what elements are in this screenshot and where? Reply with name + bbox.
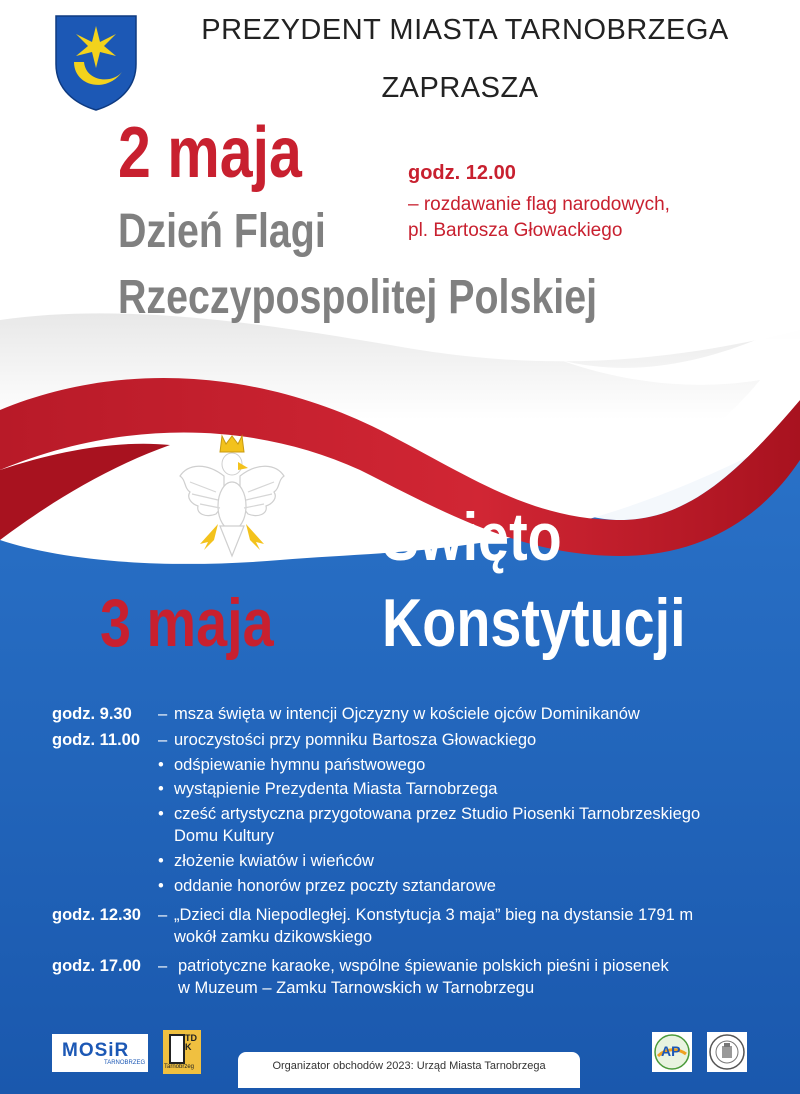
schedule-text-1230-line1: „Dzieci dla Niepodległej. Konstytucja 3 maja” bieg na dystansie 1791 m [174,906,694,924]
schedule-time-1700: godz. 17.00 [52,957,141,975]
schedule-text-1100: uroczystości przy pomniku Bartosza Głowackiego [174,731,537,749]
flag-day-title-line1: Dzień Flagi [118,205,326,258]
schedule-time-930: godz. 9.30 [52,705,132,723]
bullet-icon: • [158,805,164,823]
flag-event-time: godz. 12.00 [408,162,516,184]
may2-date: 2 maja [118,113,302,193]
mosir-logo: MOSiR TARNOBRZEG [52,1034,148,1072]
schedule-bullet-art-line2: Domu Kultury [174,827,274,845]
bullet-icon: • [158,852,164,870]
bullet-icon: • [158,780,164,798]
header-title: PREZYDENT MIASTA TARNOBRZEGA [201,14,729,46]
schedule-bullet-honors: oddanie honorów przez poczty sztandarowe [174,877,496,895]
seal-icon [707,1032,747,1072]
schedule-bullet-art-line1: cześć artystyczna przygotowana przez Studio Piosenki Tarnobrzeskiego [174,805,701,823]
schedule-bullet-flowers: złożenie kwiatów i wieńców [174,852,374,870]
bullet-icon: • [158,877,164,895]
schedule-dash: – [158,906,168,924]
ap-logo: AP [652,1032,692,1072]
constitution-title-line1: Święto [382,499,562,575]
schedule-bullet-speech: wystąpienie Prezydenta Miasta Tarnobrzega [174,780,498,798]
organizer-text: Organizator obchodów 2023: Urząd Miasta Tarnobrzega [272,1060,546,1072]
schedule-dash: – [158,957,168,975]
schedule-dash: – [158,705,168,723]
flag-event-desc-line2: pl. Bartosza Głowackiego [408,220,623,241]
tarnobrzeg-coat-of-arms-icon [50,12,142,112]
schedule-text-1230-line2: wokół zamku dzikowskiego [174,928,373,946]
constitution-title-line2: Konstytucji [382,585,686,661]
may3-date: 3 maja [100,585,274,661]
white-eagle-emblem-icon [176,432,288,560]
schedule-dash: – [158,731,168,749]
schedule-time-1230: godz. 12.30 [52,906,141,924]
flag-event-desc-line1: – rozdawanie flag narodowych, [408,194,670,215]
schedule-text-930: msza święta w intencji Ojczyzny w kościele ojców Dominikanów [174,705,640,723]
city-seal-logo [707,1032,747,1072]
bullet-icon: • [158,756,164,774]
schedule-text-1700-line1: patriotyczne karaoke, wspólne śpiewanie polskich pieśni i piosenek [178,957,669,975]
schedule-text-1700-line2: w Muzeum – Zamku Tarnowskich w Tarnobrzegu [178,979,535,997]
tdk-logo: TDK Tarnobrzeg [163,1030,201,1074]
schedule-time-1100: godz. 11.00 [52,731,141,749]
schedule-bullet-anthem: odśpiewanie hymnu państwowego [174,756,426,774]
flag-day-title-line2: Rzeczypospolitej Polskiej [118,271,598,324]
header-invites: ZAPRASZA [381,72,539,104]
